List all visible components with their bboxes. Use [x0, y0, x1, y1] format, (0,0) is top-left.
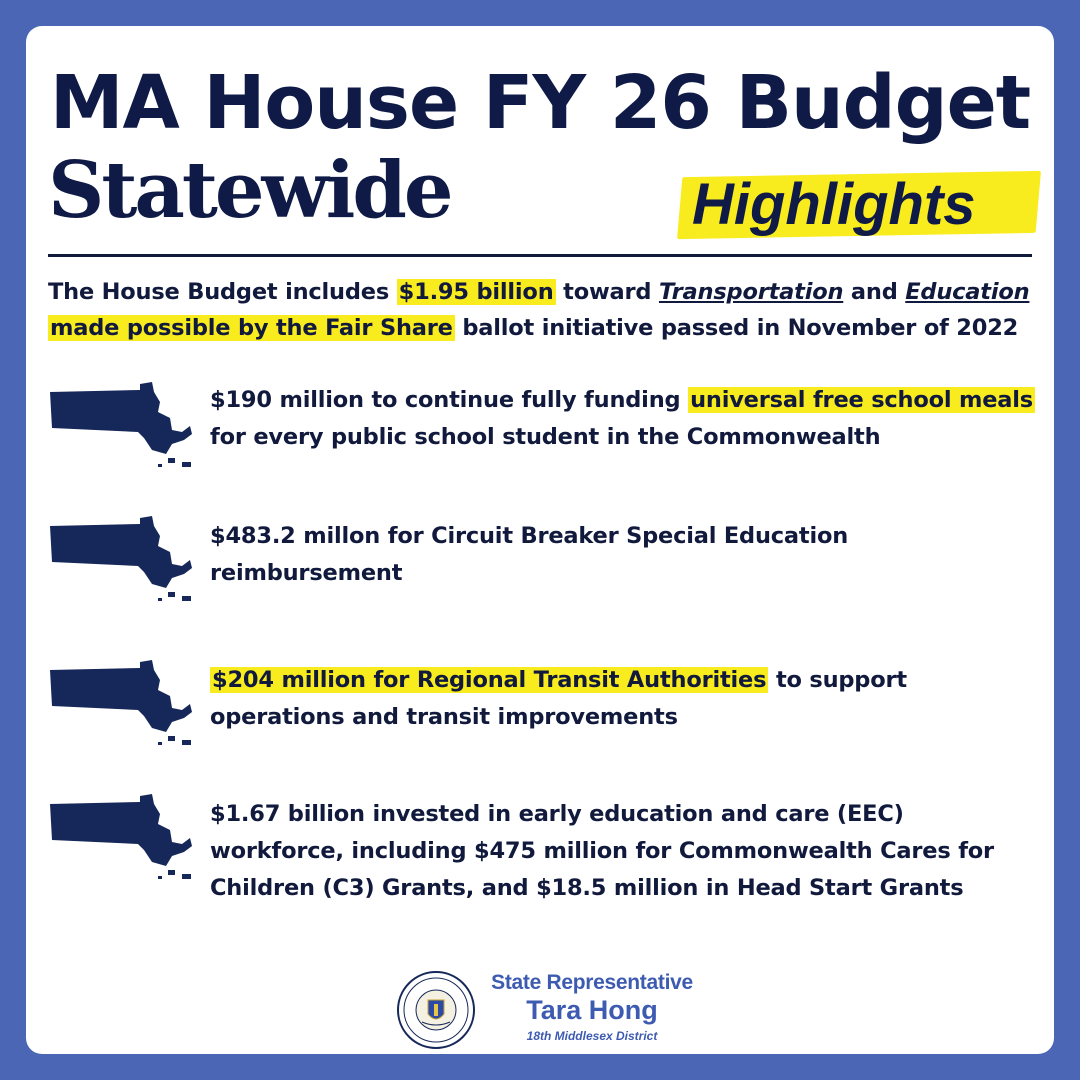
title-line-3: Highlights — [692, 172, 976, 237]
budget-item-text — [210, 662, 1040, 736]
title-line-1: MA House FY 26 Budget — [49, 60, 1031, 146]
item-text: to support operations and transit improvements — [210, 667, 907, 730]
item-highlight: $204 million for Regional Transit Authorities — [212, 667, 767, 693]
item-highlight: universal free school meals — [690, 387, 1033, 413]
item-text: for every public school student in the Commonwealth — [210, 424, 881, 450]
intro-fair-share: made possible by the Fair Share — [50, 315, 453, 341]
intro-text: toward — [555, 279, 659, 305]
budget-item-text — [210, 382, 1040, 456]
item-text: $190 million to continue fully funding — [210, 387, 689, 413]
massachusetts-map-icon — [48, 512, 198, 622]
intro-text: The House Budget includes — [48, 279, 397, 305]
intro-paragraph — [48, 274, 1048, 346]
intro-transportation: Transportation — [658, 279, 844, 305]
budget-item-transit — [48, 656, 1048, 766]
title-divider — [48, 254, 1032, 257]
budget-item-eec — [48, 790, 1048, 900]
rep-district: 18th Middlesex District — [526, 1029, 658, 1043]
intro-amount: $1.95 billion — [398, 279, 554, 305]
infographic-card — [26, 26, 1054, 1054]
house-seal-icon — [396, 970, 476, 1050]
budget-item-circuit-breaker — [48, 512, 1048, 622]
massachusetts-map-icon — [48, 790, 198, 900]
rep-name: Tara Hong — [526, 995, 658, 1025]
massachusetts-map-icon — [48, 378, 198, 488]
footer-signature — [396, 966, 716, 1050]
budget-item-text: $1.67 billion invested in early education and care (EEC) workforce, including $475 million for Commonwealth Cares for Children (C3) Grants, and $18.5 million in Head Start Grants — [210, 801, 994, 901]
title-line-2: Statewide — [48, 145, 451, 236]
massachusetts-map-icon — [48, 656, 198, 766]
intro-education: Education — [905, 279, 1030, 305]
budget-item-meals — [48, 378, 1048, 488]
intro-text: ballot initiative passed in November of 2022 — [454, 315, 1019, 341]
budget-item-text: $483.2 millon for Circuit Breaker Special Education reimbursement — [210, 523, 849, 586]
rep-title: State Representative — [491, 971, 693, 994]
intro-text: and — [843, 279, 906, 305]
